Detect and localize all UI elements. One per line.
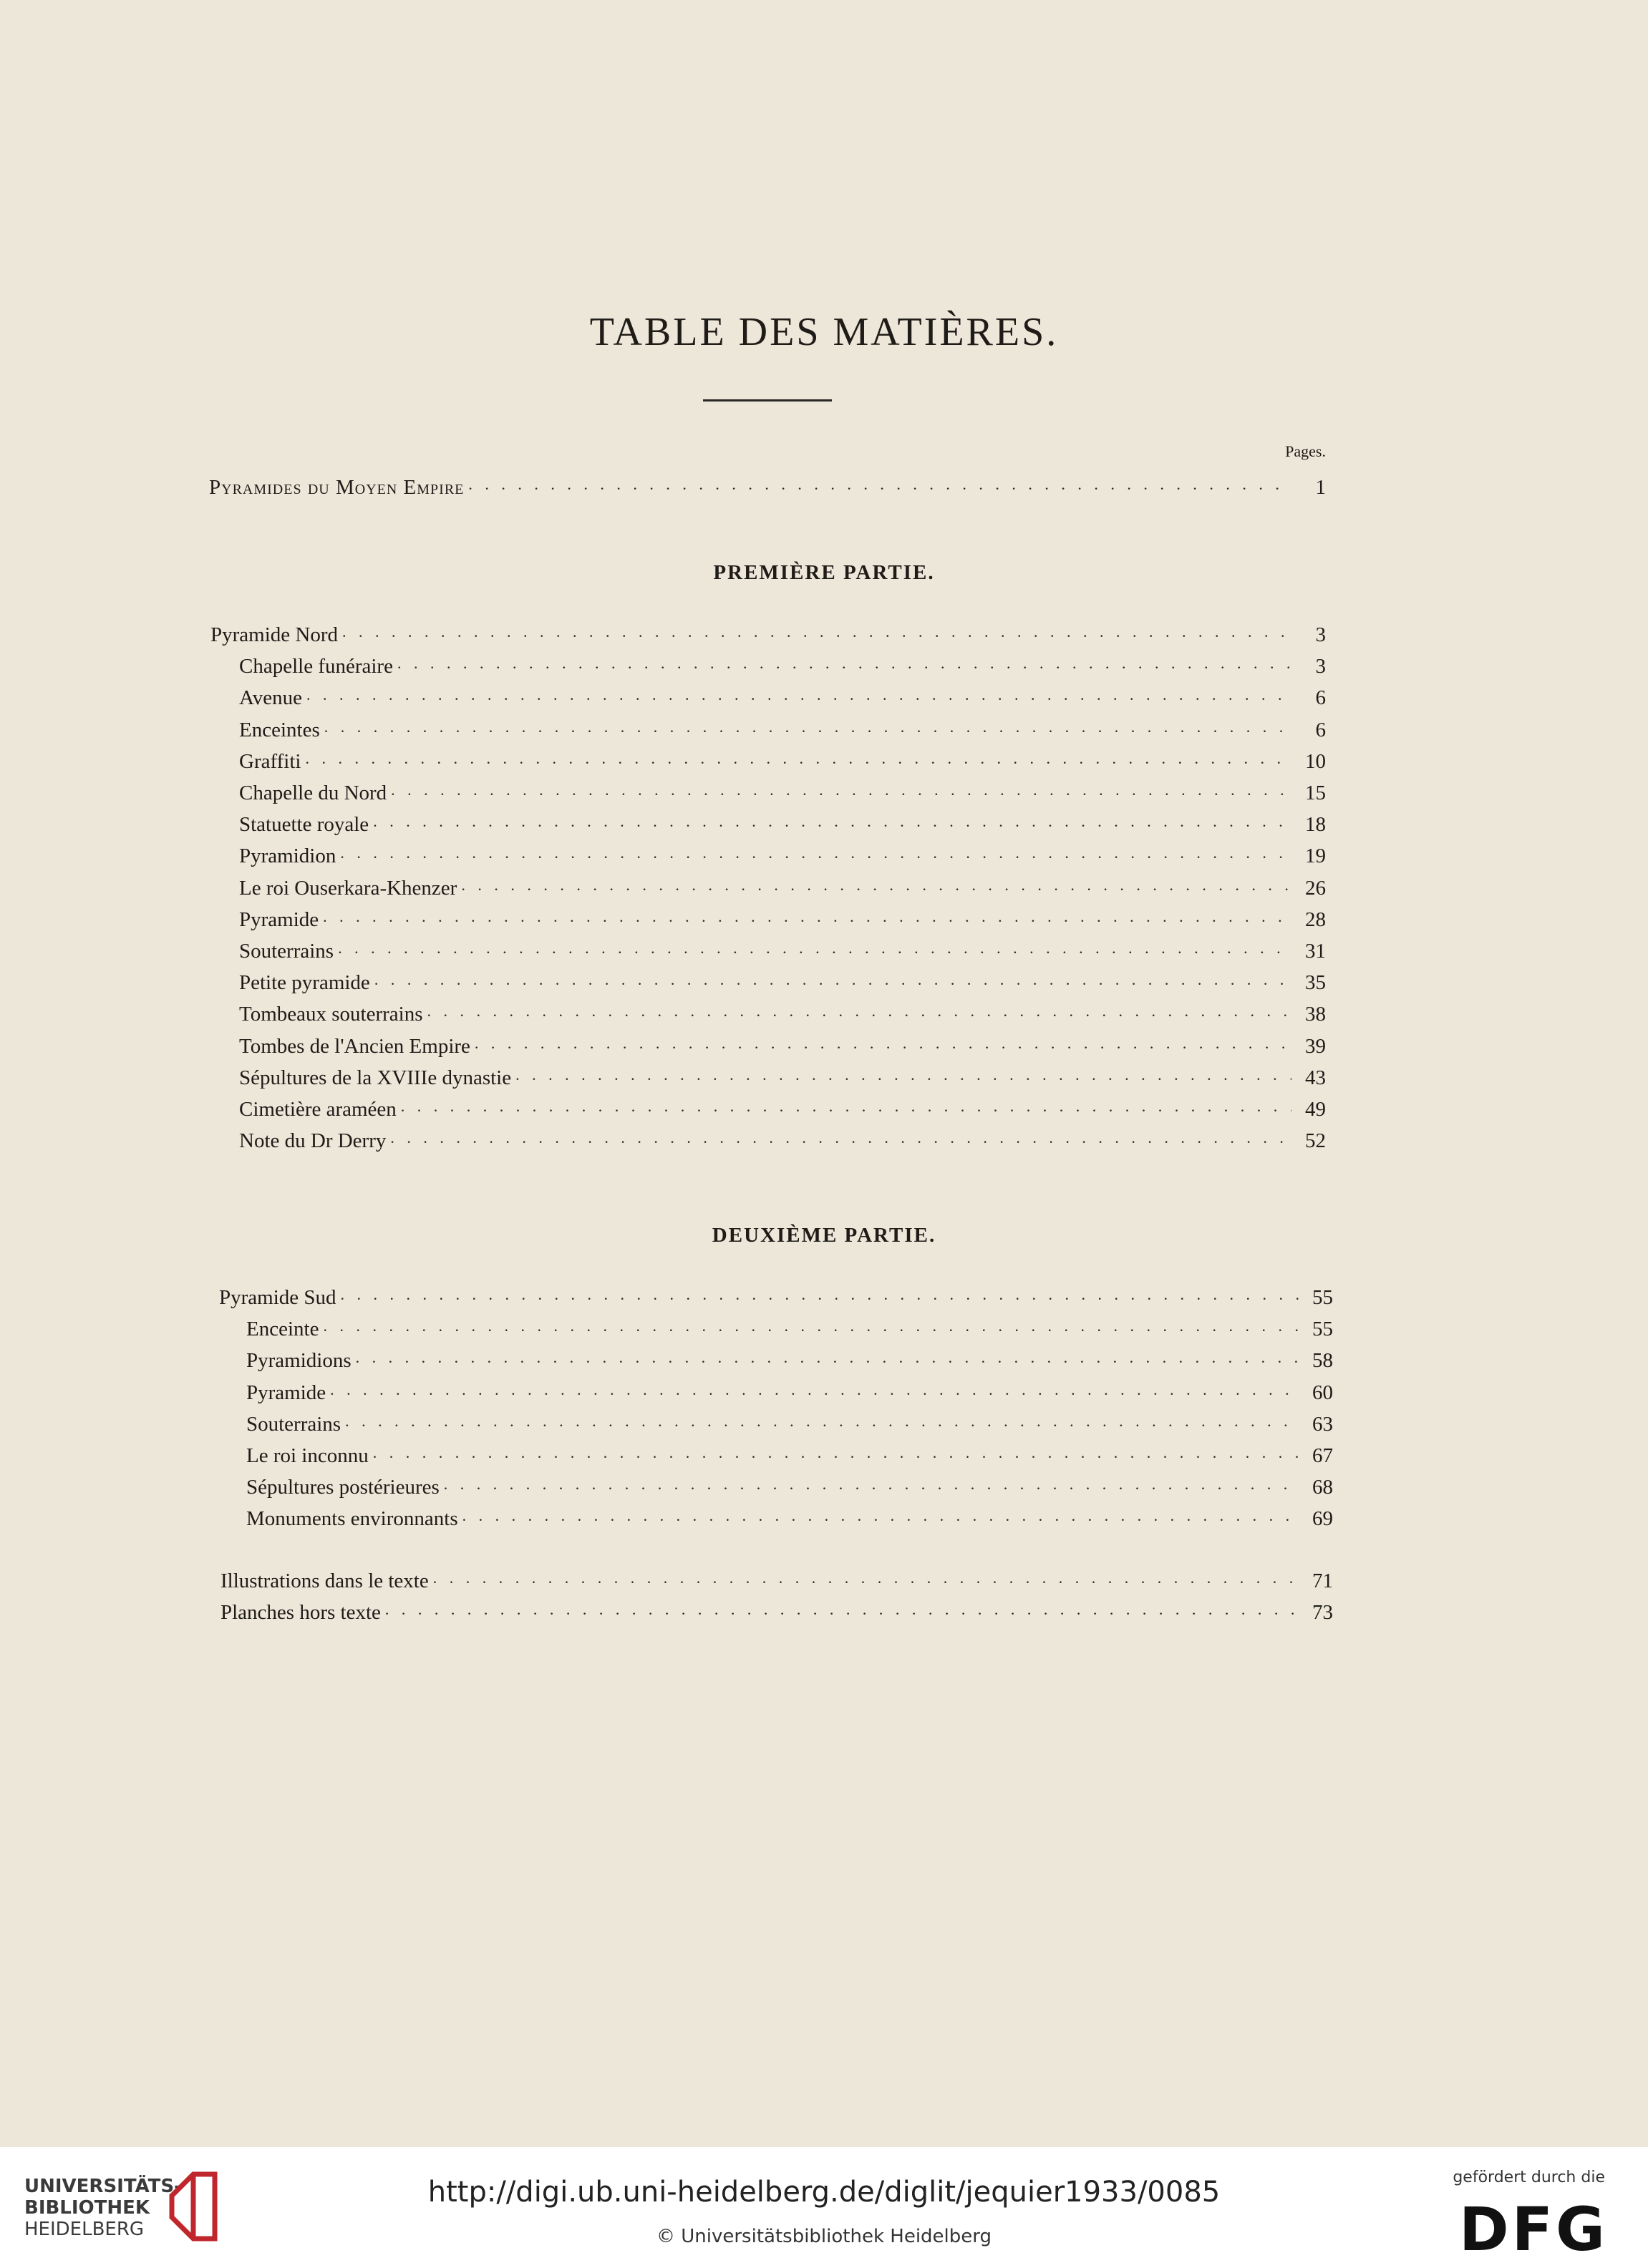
dot-leader xyxy=(401,1094,1291,1117)
dot-leader xyxy=(356,1345,1299,1368)
dot-leader xyxy=(391,777,1291,801)
toc-entry-page: 49 xyxy=(1305,1098,1326,1121)
dot-leader xyxy=(338,935,1291,959)
toc-entry[interactable] xyxy=(239,932,1326,963)
toc-entry[interactable] xyxy=(246,1310,1333,1341)
toc-entry-page: 71 xyxy=(1312,1569,1333,1592)
toc-entry[interactable] xyxy=(239,774,1326,805)
dot-leader xyxy=(515,1062,1291,1086)
toc-entry-page: 35 xyxy=(1305,971,1326,995)
toc-entry-page: 1 xyxy=(1315,476,1326,499)
toc-entry-label: Souterrains xyxy=(239,940,334,963)
toc-entry-label: Le roi inconnu xyxy=(246,1444,369,1467)
toc-entry[interactable] xyxy=(239,963,1326,995)
toc-entry-label: Chapelle du Nord xyxy=(239,782,387,804)
toc-entry-label: Sépultures de la XVIIIe dynastie xyxy=(239,1066,512,1089)
toc-entry-label: Cimetière araméen xyxy=(239,1098,397,1121)
toc-entry[interactable] xyxy=(210,615,1326,647)
dot-leader xyxy=(305,746,1291,769)
toc-entry-page: 52 xyxy=(1305,1129,1326,1153)
toc-entry[interactable] xyxy=(239,1121,1326,1153)
library-name-line-1: UNIVERSITÄTS- xyxy=(24,2176,182,2197)
dfg-logo: DFG xyxy=(1458,2194,1608,2264)
dot-leader xyxy=(397,651,1291,674)
dot-leader xyxy=(323,904,1291,928)
toc-entry-page: 58 xyxy=(1312,1349,1333,1373)
toc-entry-page: 43 xyxy=(1305,1066,1326,1089)
toc-entry-label: Enceintes xyxy=(239,718,320,741)
toc-entry[interactable] xyxy=(239,1090,1326,1121)
toc-entry-page: 31 xyxy=(1305,940,1326,963)
dot-leader xyxy=(341,1282,1299,1305)
toc-entry-page: 19 xyxy=(1305,845,1326,868)
toc-entry-page: 55 xyxy=(1312,1318,1333,1341)
part-heading-2: DEUXIÈME PARTIE. xyxy=(712,1224,936,1247)
digitization-footer xyxy=(0,2147,1648,2268)
library-name-line-3: HEIDELBERG xyxy=(24,2219,145,2240)
toc-entry-page: 69 xyxy=(1312,1507,1333,1531)
toc-entry[interactable] xyxy=(239,900,1326,932)
toc-entry-page: 68 xyxy=(1312,1476,1333,1499)
toc-entry-label: Sépultures postérieures xyxy=(246,1476,440,1499)
toc-entry-label: Illustrations dans le texte xyxy=(220,1569,429,1592)
dot-leader xyxy=(324,714,1291,738)
copyright-notice: © Universitätsbibliothek Heidelberg xyxy=(656,2226,992,2247)
dot-leader xyxy=(340,840,1291,864)
page-title: TABLE DES MATIÈRES. xyxy=(589,310,1059,354)
toc-entry[interactable] xyxy=(220,1562,1333,1593)
toc-entry[interactable] xyxy=(239,805,1326,837)
toc-entry-label: Pyramide Sud xyxy=(219,1286,336,1309)
dot-leader xyxy=(374,967,1291,991)
dot-leader xyxy=(373,1440,1299,1464)
toc-entry-label: Chapelle funéraire xyxy=(239,655,393,678)
toc-entry-page: 10 xyxy=(1305,749,1326,773)
toc-entry-page: 18 xyxy=(1305,813,1326,837)
toc-entry-label: Pyramidions xyxy=(246,1349,352,1373)
dot-leader xyxy=(468,472,1291,495)
toc-entry-label: Tombeaux souterrains xyxy=(239,1003,423,1026)
toc-entry[interactable] xyxy=(239,711,1326,742)
toc-entry-intro[interactable] xyxy=(209,468,1326,500)
toc-entry[interactable] xyxy=(239,742,1326,774)
toc-entry[interactable] xyxy=(239,869,1326,900)
toc-entry-label: Statuette royale xyxy=(239,813,369,837)
dot-leader xyxy=(323,1313,1299,1337)
toc-entry-page: 55 xyxy=(1312,1286,1333,1309)
dot-leader xyxy=(462,1503,1299,1527)
library-name-line-2: BIBLIOTHEK xyxy=(24,2197,150,2219)
toc-entry[interactable] xyxy=(239,1027,1326,1058)
dot-leader xyxy=(385,1597,1299,1620)
toc-entry[interactable] xyxy=(239,995,1326,1026)
toc-entry[interactable] xyxy=(239,1058,1326,1090)
toc-entry[interactable] xyxy=(246,1341,1333,1373)
toc-entry-label: Pyramides du Moyen Empire xyxy=(209,476,465,499)
toc-entry[interactable] xyxy=(246,1468,1333,1499)
toc-entry[interactable] xyxy=(246,1405,1333,1436)
toc-entry-label: Graffiti xyxy=(239,749,301,773)
dot-leader xyxy=(433,1565,1299,1589)
toc-entry-label: Planches hors texte xyxy=(220,1601,381,1625)
toc-entry-label: Pyramide xyxy=(246,1381,326,1404)
toc-entry-page: 26 xyxy=(1305,876,1326,900)
toc-entry[interactable] xyxy=(246,1373,1333,1405)
toc-entry-page: 63 xyxy=(1312,1412,1333,1436)
part-heading-1: PREMIÈRE PARTIE. xyxy=(713,561,935,584)
toc-entry-label: Pyramide xyxy=(239,907,319,931)
dot-leader xyxy=(330,1377,1299,1401)
toc-entry-page: 3 xyxy=(1315,623,1326,646)
toc-entry-page: 28 xyxy=(1305,907,1326,931)
dot-leader xyxy=(475,1031,1291,1054)
toc-entry-label: Enceinte xyxy=(246,1318,319,1341)
dot-leader xyxy=(373,809,1291,832)
toc-entry-page: 6 xyxy=(1315,686,1326,710)
funding-label: gefördert durch die xyxy=(1453,2169,1605,2186)
toc-entry-label: Note du Dr Derry xyxy=(239,1129,387,1153)
toc-entry[interactable] xyxy=(220,1593,1333,1625)
dot-leader xyxy=(390,1125,1291,1149)
pages-column-label: Pages. xyxy=(1285,442,1326,460)
toc-entry-page: 67 xyxy=(1312,1444,1333,1467)
toc-entry[interactable] xyxy=(246,1436,1333,1468)
toc-entry[interactable] xyxy=(239,837,1326,868)
dot-leader xyxy=(461,872,1291,896)
toc-entry-page: 60 xyxy=(1312,1381,1333,1404)
toc-entry[interactable] xyxy=(239,678,1326,710)
toc-entry-page: 38 xyxy=(1305,1003,1326,1026)
toc-entry-label: Pyramidion xyxy=(239,845,336,868)
toc-entry-label: Pyramide Nord xyxy=(210,623,338,646)
toc-entry-page: 39 xyxy=(1305,1034,1326,1058)
dot-leader xyxy=(306,682,1291,706)
toc-entry-page: 3 xyxy=(1315,655,1326,678)
toc-entry[interactable] xyxy=(219,1278,1333,1310)
toc-entry-label: Tombes de l'Ancien Empire xyxy=(239,1034,470,1058)
page-url-link[interactable]: http://digi.ub.uni-heidelberg.de/diglit/jequier1933/0085 xyxy=(427,2176,1221,2209)
toc-entry-label: Avenue xyxy=(239,686,303,710)
toc-entry-label: Le roi Ouserkara-Khenzer xyxy=(239,876,457,900)
dot-leader xyxy=(444,1471,1299,1495)
dot-leader xyxy=(427,998,1291,1022)
toc-entry-label: Monuments environnants xyxy=(246,1507,458,1531)
dot-leader xyxy=(345,1408,1299,1432)
toc-entry[interactable] xyxy=(239,647,1326,678)
toc-entry-page: 73 xyxy=(1312,1601,1333,1625)
dot-leader xyxy=(342,619,1291,643)
toc-entry-label: Petite pyramide xyxy=(239,971,370,995)
toc-entry-page: 6 xyxy=(1315,718,1326,741)
title-divider xyxy=(703,399,832,401)
toc-entry[interactable] xyxy=(246,1499,1333,1531)
toc-entry-label: Souterrains xyxy=(246,1412,341,1436)
toc-entry-page: 15 xyxy=(1305,782,1326,804)
